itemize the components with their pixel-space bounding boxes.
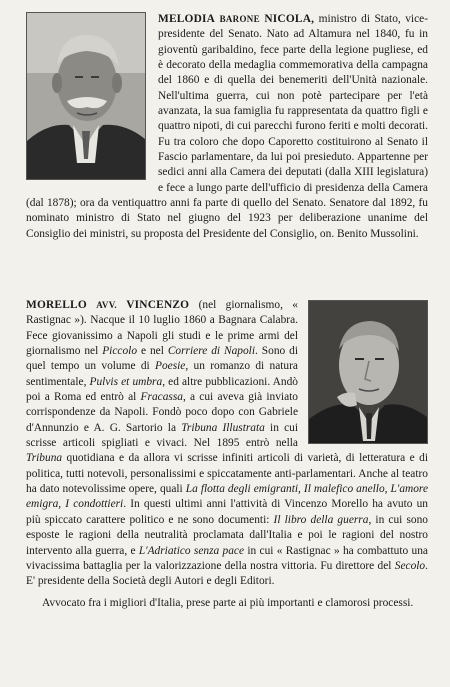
bio-segment: e nel [137, 345, 168, 358]
bio-segment: . Sono di quel tempo un volume di [26, 345, 299, 373]
entry-morello [26, 298, 428, 611]
title-fracassa: Fracassa [140, 391, 183, 404]
bio-segment: , in cui sono esposte le ragioni della neutralità proclamata dall'Italia e poi le ragioni del nostro intervento alla guerra, e [26, 513, 428, 557]
theatre-works: La flotta degli emigranti, Il malefico anello, L'amore emigra, I condottieri [26, 483, 428, 511]
title-adriatico-senza-pace: L'Adriatico senza pace [138, 544, 245, 557]
bio-segment: quotidiana e da allora vi scrisse infiniti articoli di varietà, di letteratura e di politica, tutti notevoli, personalissimi e spiccatamente anti-parlamentari. Anche al teatro ha dato notevolissime opere, quali [26, 452, 428, 496]
honorific-melodia: BARONE [219, 14, 260, 24]
biography-melodia: ministro di Stato, vice-presidente del Senato. Nato ad Altamura nel 1840, fu in gioventù garibaldino, fece parte della legione pugliese, ed è decorato della medaglia commemorativa della campagna del 1860 e di quella dei benemeriti dell'Unità nazionale. Nell'ultima guerra, cui non potè partecipare per l'età avanzata, la sua famiglia fu rappresentata da quattro figli e quattro nipoti, di cui parecchi furono feriti e molti decorati. Fu tra coloro che dopo Caporetto costituirono al Senato il Fascio parlamentare, da lui poi presieduto. Appartenne per sedici anni alla Camera dei deputati (dalla XIII legislatura) e fece a lungo parte dell'ufficio di presidenza della Camera (dal 1878); ora da ventiquattro anni fa parte di quello del Senato. Senatore dal 1892, fu nominato ministro di Stato nel giugno del 1923 per deliberazione unanime del Consiglio dei ministri, su proposta del Presidente del Consiglio, on. Benito Mussolini. [26, 13, 428, 240]
title-corriere-di-napoli: Corriere di Napoli [167, 345, 256, 358]
portrait-photo-morello [308, 300, 428, 444]
bio-segment: in cui scrisse articoli spigliati e vivaci. Nel 1895 entrò nella [26, 421, 298, 450]
given-name-melodia: NICOLA, [264, 13, 315, 25]
given-name-morello: VINCENZO [126, 299, 190, 311]
entry-melodia [26, 12, 428, 242]
bio-segment: in cui « Rastignac » ha combattuto una vivacissima battaglia per la valorizzazione della nostra vittoria. Fu direttore del [26, 544, 428, 572]
portrait-photo-melodia [26, 12, 146, 180]
title-libro-della-guerra: Il libro della guerra [273, 513, 369, 526]
bio-segment: , ed altre pubblicazioni. Andò poi a Roma ed entrò al [26, 375, 298, 404]
bio-segment: (nel giornalismo, « Rastignac »). Nacque il 10 luglio 1860 a Bagnara Calabra. Fece giovanissimo a Napoli gli studi e le prime armi del giornalismo nel [26, 299, 298, 358]
bio-segment: . In questi ultimi anni l'attività di Vincenzo Morello ha avuto un più spiccato carattere politico e ne sono documenti: [26, 498, 428, 526]
title-piccolo: Piccolo [102, 345, 138, 358]
closing-paragraph-morello: Avvocato fra i migliori d'Italia, prese parte ai più importanti e clamorosi processi. [42, 596, 414, 609]
bio-segment: , a cui aveva già inviato corrispondenze da Napoli. Fondò poco dopo con Gabriele d'Annunzio e A. G. Sartorio la [26, 391, 299, 434]
title-tribuna-illustrata: Tribuna Illustrata [181, 421, 265, 434]
title-poesie: Poesie [155, 360, 186, 373]
title-tribuna: Tribuna [26, 452, 63, 465]
bio-segment: . E' presidente della Società degli Autori e degli Editori. [26, 559, 428, 588]
title-pulvis-et-umbra: Pulvis et umbra [89, 375, 163, 388]
honorific-morello: AVV. [96, 300, 117, 310]
surname-morello: MORELLO [26, 299, 87, 311]
title-secolo: Secolo [394, 559, 426, 572]
bio-segment: , un romanzo di natura sentimentale, [26, 360, 298, 388]
surname-melodia: MELODIA [158, 13, 216, 25]
